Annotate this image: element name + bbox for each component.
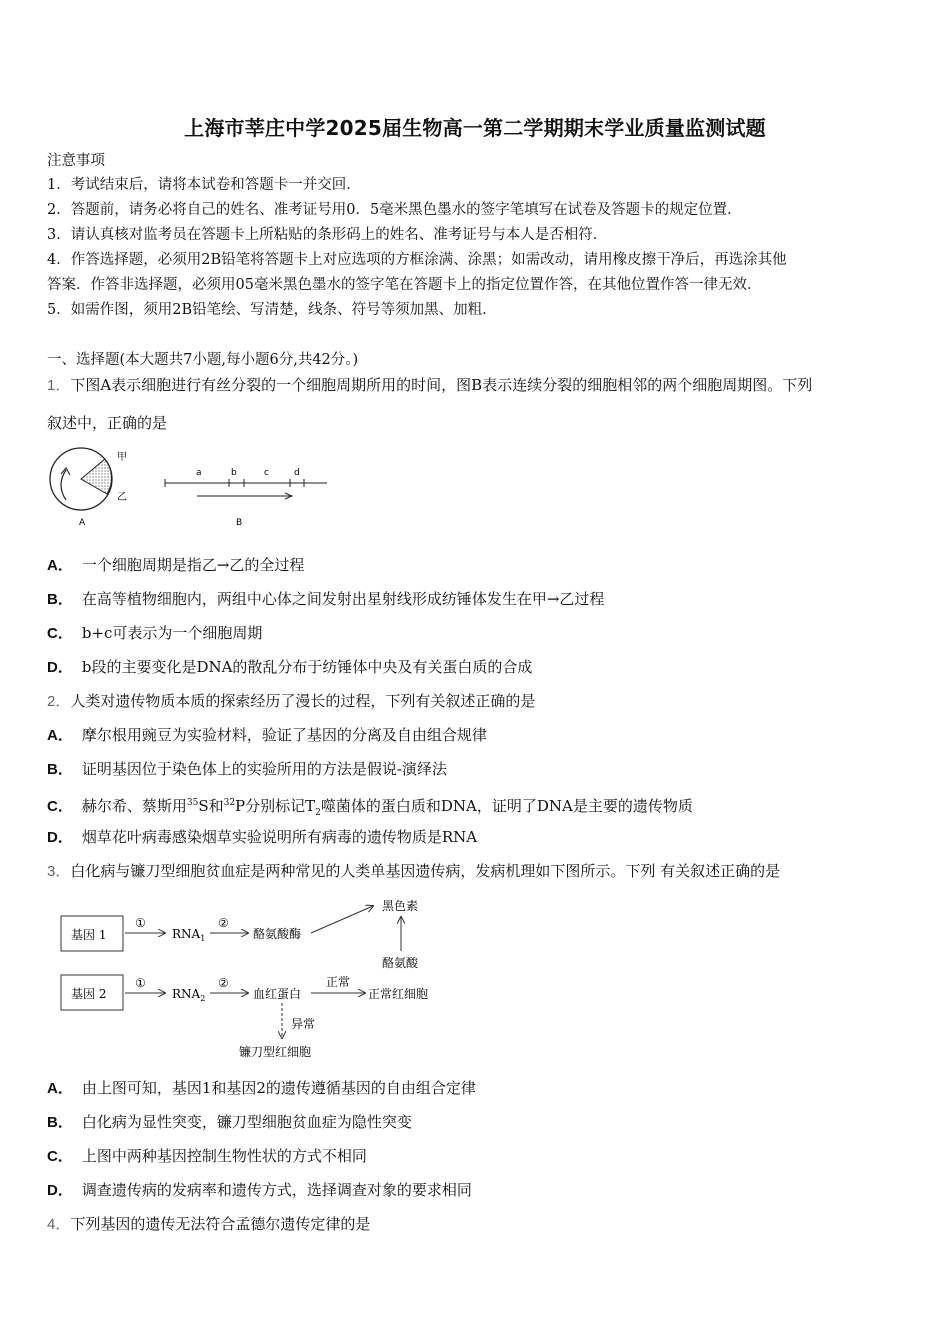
option-key: C． bbox=[47, 798, 73, 815]
q1-option-a[interactable] bbox=[47, 554, 304, 577]
option-text: 由上图可知，基因1和基因2的遗传遵循基因的自由组合定律 bbox=[81, 1079, 476, 1097]
hemoglobin-label: 血红蛋白 bbox=[253, 987, 302, 1001]
label-figure-a: A bbox=[79, 518, 86, 528]
melanin-label: 黑色素 bbox=[382, 899, 419, 913]
question-4-stem bbox=[47, 1213, 917, 1236]
gene1-label: 基因 1 bbox=[71, 928, 107, 942]
option-key: B． bbox=[47, 761, 73, 778]
q2-option-c[interactable] bbox=[47, 792, 693, 824]
question-number: 4． bbox=[47, 1216, 71, 1233]
question-text: 下图A表示细胞进行有丝分裂的一个细胞周期所用的时间，图B表示连续分裂的细胞相邻的两个细胞周期图。下列 bbox=[70, 376, 813, 394]
option-text: 调查遗传病的发病率和遗传方式，选择调查对象的要求相同 bbox=[81, 1181, 472, 1199]
mitosis-sector bbox=[81, 459, 111, 494]
normal-label: 正常 bbox=[326, 975, 351, 989]
option-text: P分别标记T bbox=[235, 797, 316, 815]
q3-option-c[interactable] bbox=[47, 1145, 367, 1168]
isotope-mass: 35 bbox=[186, 798, 199, 808]
notice-item: 答案．作答非选择题，必须用05毫米黑色墨水的签字笔在答题卡上的指定位置作答，在其他位置作答一律无效． bbox=[47, 277, 762, 293]
question-number: 3． bbox=[47, 863, 71, 880]
step-transcription: ① bbox=[135, 976, 146, 990]
option-text: 烟草花叶病毒感染烟草实验说明所有病毒的遗传物质是RNA bbox=[81, 828, 478, 846]
sickle-cell-label: 镰刀型红细胞 bbox=[239, 1045, 312, 1059]
notice-item: 3．请认真核对监考员在答题卡上所粘贴的条形码上的姓名、准考证号与本人是否相符． bbox=[47, 227, 608, 243]
notice-item: 2．答题前，请务必将自己的姓名、准考证号用0．5毫米黑色墨水的签字笔填写在试卷及答题卡的规定位置． bbox=[47, 202, 742, 218]
step-transcription: ① bbox=[135, 916, 146, 930]
question-number: 2． bbox=[47, 693, 71, 710]
q3-option-a[interactable] bbox=[47, 1077, 476, 1100]
section-heading: 一、选择题(本大题共7小题,每小题6分,共42分。) bbox=[47, 352, 359, 368]
question-1-stem bbox=[47, 374, 917, 397]
segment-b: b bbox=[231, 468, 237, 478]
q2-option-b[interactable] bbox=[47, 758, 447, 781]
q2-option-d[interactable] bbox=[47, 826, 477, 849]
cycle-direction-arrow bbox=[61, 470, 66, 500]
question-text: 人类对遗传物质本质的探索经历了漫长的过程，下列有关叙述正确的是 bbox=[70, 692, 536, 710]
question-text: 白化病与镰刀型细胞贫血症是两种常见的人类单基因遗传病，发病机理如下图所示。下列 有关叙述正确的是 bbox=[70, 862, 781, 880]
abnormal-label: 异常 bbox=[291, 1017, 316, 1031]
step-translation: ② bbox=[218, 976, 229, 990]
q1-option-b[interactable] bbox=[47, 588, 604, 611]
option-key: A． bbox=[47, 1080, 73, 1097]
option-text: b段的主要变化是DNA的散乱分布于纺锤体中央及有关蛋白质的合成 bbox=[81, 658, 533, 676]
isotope-mass: 32 bbox=[223, 798, 236, 808]
option-text: 证明基因位于染色体上的实验所用的方法是假说-演绎法 bbox=[81, 760, 447, 778]
step-translation: ② bbox=[218, 916, 229, 930]
option-key: D． bbox=[47, 829, 73, 846]
question-3-stem bbox=[47, 860, 917, 883]
option-key: B． bbox=[47, 591, 73, 608]
gene-pathway-figure bbox=[55, 895, 455, 1065]
label-jia: 甲 bbox=[117, 452, 127, 463]
notice-item: 4．作答选择题，必须用2B铅笔将答题卡上对应选项的方框涂满、涂黑；如需改动，请用橡皮擦干净后，再选涂其他 bbox=[47, 252, 787, 268]
option-key: C． bbox=[47, 625, 73, 642]
rna2-label: $RNA_2$ bbox=[172, 987, 206, 1003]
q3-option-b[interactable] bbox=[47, 1111, 412, 1134]
segment-c: c bbox=[264, 468, 269, 478]
option-text: 摩尔根用豌豆为实验材料，验证了基因的分离及自由组合规律 bbox=[81, 726, 487, 744]
label-figure-b: B bbox=[236, 518, 243, 528]
question-1-stem-cont: 叙述中，正确的是 bbox=[47, 414, 168, 432]
question-number: 1． bbox=[47, 377, 71, 394]
option-text: b+c可表示为一个细胞周期 bbox=[81, 624, 263, 642]
option-key: D． bbox=[47, 1182, 73, 1199]
tyrosine-label: 酪氨酸 bbox=[382, 956, 419, 970]
option-text: S和 bbox=[198, 797, 224, 815]
option-text: 赫尔希、蔡斯用 bbox=[81, 797, 187, 815]
segment-a: a bbox=[196, 468, 202, 478]
page-title: 上海市莘庄中学2025届生物高一第二学期期末学业质量监测试题 bbox=[184, 116, 766, 140]
option-key: A． bbox=[47, 557, 73, 574]
q1-option-d[interactable] bbox=[47, 656, 532, 679]
q3-option-d[interactable] bbox=[47, 1179, 472, 1202]
option-key: D． bbox=[47, 659, 73, 676]
option-key: B． bbox=[47, 1114, 73, 1131]
notice-item: 1．考试结束后，请将本试卷和答题卡一并交回． bbox=[47, 177, 361, 193]
segment-d: d bbox=[294, 468, 300, 478]
label-yi: 乙 bbox=[117, 492, 127, 503]
q2-option-a[interactable] bbox=[47, 724, 487, 747]
notice-heading: 注意事项 bbox=[47, 153, 105, 169]
phage-subscript: 2 bbox=[315, 808, 321, 818]
rna1-label: $RNA_1$ bbox=[172, 927, 206, 943]
question-text: 下列基因的遗传无法符合孟德尔遗传定律的是 bbox=[70, 1215, 371, 1233]
question-2-stem bbox=[47, 690, 917, 713]
notice-item: 5．如需作图，须用2B铅笔绘、写清楚，线条、符号等须加黑、加粗． bbox=[47, 302, 497, 318]
option-text: 上图中两种基因控制生物性状的方式不相同 bbox=[81, 1147, 367, 1165]
enzyme-label: 酪氨酸酶 bbox=[253, 927, 302, 941]
option-key: C． bbox=[47, 1148, 73, 1165]
option-text: 在高等植物细胞内，两组中心体之间发射出星射线形成纺锤体发生在甲→乙过程 bbox=[81, 590, 605, 608]
q1-option-c[interactable] bbox=[47, 622, 262, 645]
normal-rbc-label: 正常红细胞 bbox=[368, 987, 429, 1001]
option-text: 噬菌体的蛋白质和DNA，证明了DNA是主要的遗传物质 bbox=[320, 797, 693, 815]
option-text: 白化病为显性突变，镰刀型细胞贫血症为隐性突变 bbox=[81, 1113, 412, 1131]
cell-cycle-figure bbox=[44, 440, 344, 532]
option-key: A． bbox=[47, 727, 73, 744]
gene2-label: 基因 2 bbox=[71, 987, 107, 1001]
option-text: 一个细胞周期是指乙→乙的全过程 bbox=[81, 556, 305, 574]
